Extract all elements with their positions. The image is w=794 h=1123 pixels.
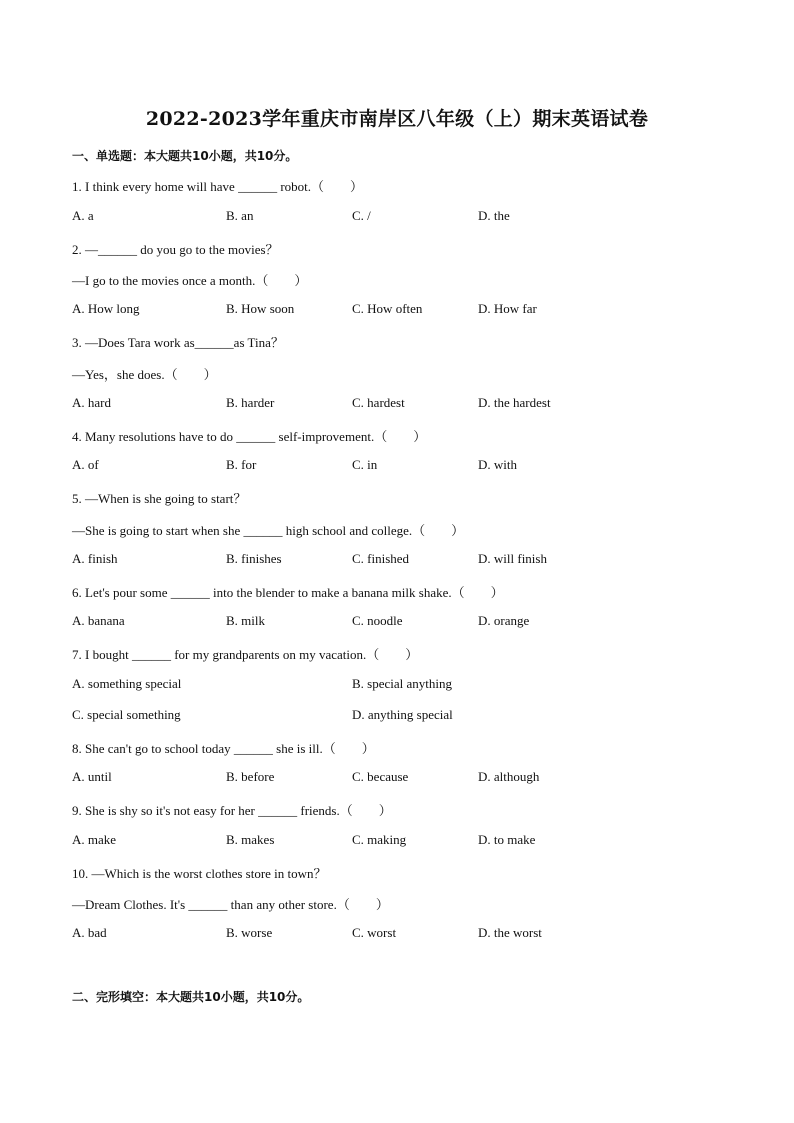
- question-3-option-c: C. hardest: [352, 395, 405, 410]
- question-3-option-b: B. harder: [226, 395, 275, 410]
- question-4-option-d: D. with: [478, 457, 517, 472]
- question-2-option-a: A. How long: [72, 301, 140, 316]
- section-heading-cloze: 二、完形填空：本大题共10小题，共10分。: [72, 990, 310, 1004]
- exam-title: 2022-2023学年重庆市南岸区八年级（上）期末英语试卷: [145, 108, 649, 130]
- question-7-option-d: D. anything special: [352, 707, 453, 722]
- question-2-option-b: B. How soon: [226, 301, 295, 316]
- question-2-answer-line: —I go to the movies once a month.（ ）: [72, 273, 308, 288]
- question-6-option-c: C. noodle: [352, 613, 403, 628]
- question-1-option-d: D. the: [478, 208, 510, 223]
- question-5-answer-line: —She is going to start when she ______ high school and college.（ ）: [72, 523, 465, 538]
- question-6-option-b: B. milk: [226, 613, 266, 628]
- question-4-option-c: C. in: [352, 457, 378, 472]
- question-8-option-a: A. until: [72, 769, 112, 784]
- question-2-option-d: D. How far: [478, 301, 537, 316]
- question-6-stem: 6. Let's pour some ______ into the blender to make a banana milk shake.（ ）: [72, 585, 504, 600]
- section-heading-single-choice: 一、单选题：本大题共10小题，共10分。: [72, 149, 298, 163]
- question-4-option-a: A. of: [72, 457, 99, 472]
- question-10-stem: 10. —Which is the worst clothes store in town？: [72, 866, 327, 881]
- question-5-stem: 5. —When is she going to start？: [72, 491, 247, 506]
- question-3-option-d: D. the hardest: [478, 395, 551, 410]
- question-6-option-a: A. banana: [72, 613, 125, 628]
- question-5-option-d: D. will finish: [478, 551, 547, 566]
- question-10-option-b: B. worse: [226, 925, 273, 940]
- question-4-stem: 4. Many resolutions have to do ______ self-improvement.（ ）: [72, 429, 427, 444]
- question-8-option-c: C. because: [352, 769, 409, 784]
- question-9-option-a: A. make: [72, 832, 117, 847]
- question-3-answer-line: —Yes，she does.（ ）: [72, 367, 217, 382]
- question-8-option-d: D. although: [478, 769, 540, 784]
- question-8-option-b: B. before: [226, 769, 275, 784]
- question-7-option-c: C. special something: [72, 707, 181, 722]
- question-10-option-c: C. worst: [352, 925, 397, 940]
- question-1-option-c: C. /: [352, 208, 371, 223]
- question-5-option-c: C. finished: [352, 551, 410, 566]
- question-2-option-c: C. How often: [352, 301, 423, 316]
- question-1-stem: 1. I think every home will have ______ robot.（ ）: [72, 179, 364, 194]
- question-8-stem: 8. She can't go to school today ______ she is ill.（ ）: [72, 741, 375, 756]
- question-9-option-b: B. makes: [226, 832, 275, 847]
- question-1-option-b: B. an: [226, 208, 254, 223]
- question-9-stem: 9. She is shy so it's not easy for her ______ friends.（ ）: [72, 803, 392, 818]
- question-2-stem: 2. —______ do you go to the movies？: [72, 242, 279, 257]
- question-3-option-a: A. hard: [72, 395, 111, 410]
- question-5-option-a: A. finish: [72, 551, 118, 566]
- question-7-stem: 7. I bought ______ for my grandparents on my vacation.（ ）: [72, 647, 419, 662]
- question-4-option-b: B. for: [226, 457, 257, 472]
- question-1-option-a: A. a: [72, 208, 94, 223]
- question-10-option-a: A. bad: [72, 925, 107, 940]
- question-9-option-c: C. making: [352, 832, 407, 847]
- question-3-stem: 3. —Does Tara work as______as Tina？: [72, 335, 284, 350]
- question-6-option-d: D. orange: [478, 613, 530, 628]
- question-7-option-a: A. something special: [72, 676, 182, 691]
- question-5-option-b: B. finishes: [226, 551, 282, 566]
- question-10-option-d: D. the worst: [478, 925, 542, 940]
- question-9-option-d: D. to make: [478, 832, 536, 847]
- question-7-option-b: B. special anything: [352, 676, 453, 691]
- question-10-answer-line: —Dream Clothes. It's ______ than any other store.（ ）: [72, 897, 389, 912]
